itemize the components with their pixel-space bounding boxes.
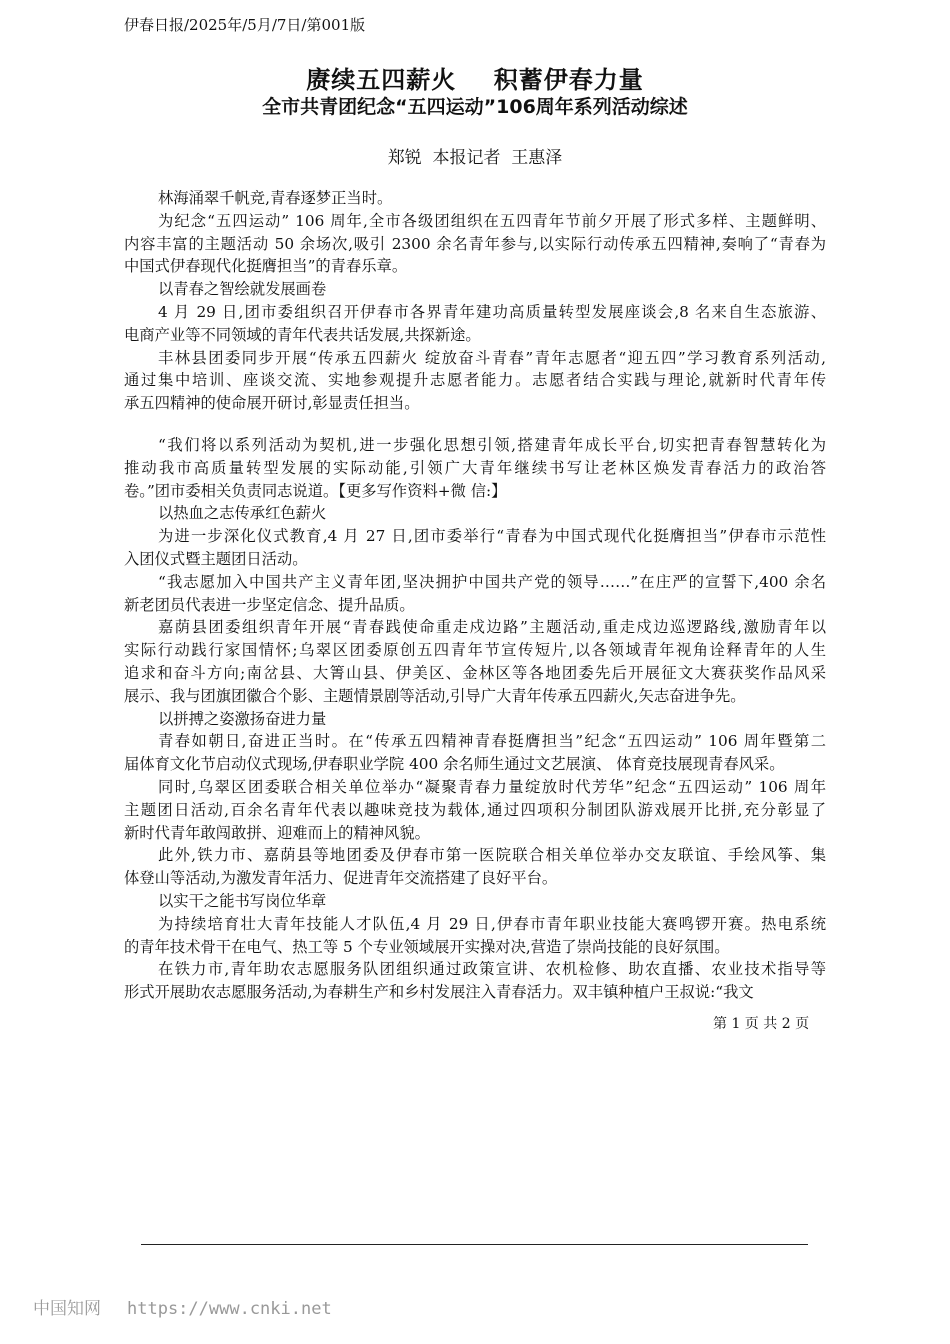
text-line: 青春如朝日,奋进正当时。在“传承五四精神青春挺膺担当”纪念“五四运动” 106 周年暨第二 bbox=[158, 732, 826, 751]
text-line: 通过集中培训、座谈交流、实地参观提升志愿者能力。志愿者结合实践与理论,就新时代青年传 bbox=[124, 371, 826, 390]
text-line: 卷。”团市委相关负责同志说道。【更多写作资料+微 信:】 bbox=[124, 481, 507, 500]
paragraph bbox=[124, 708, 826, 731]
text-line: 新时代青年敢闯敢拼、迎难而上的精神风貌。 bbox=[124, 823, 430, 842]
watermark-brand: 中国知网 bbox=[33, 1299, 101, 1319]
article-subtitle: 全市共青团纪念“五四运动”106周年系列活动综述 bbox=[262, 96, 688, 118]
text-line: 实际行动践行家国情怀;乌翠区团委原创五四青年节宣传短片,以各领域青年视角诠释青年的人生 bbox=[124, 641, 826, 660]
text-line: 以青春之智绘就发展画卷 bbox=[158, 280, 327, 299]
paragraph bbox=[124, 616, 826, 707]
text-line: 以拼搏之姿激扬奋进力量 bbox=[158, 709, 327, 728]
text-line: 4 月 29 日,团市委组织召开伊春市各界青年建功高质量转型发展座谈会,8 名来自生态旅游、 bbox=[158, 302, 826, 321]
paragraph bbox=[124, 347, 826, 415]
page-number: 第 1 页 共 2 页 bbox=[713, 1016, 810, 1032]
article-byline: 郑锐 本报记者 王惠泽 bbox=[387, 148, 563, 168]
text-line: 为进一步深化仪式教育,4 月 27 日,团市委举行“青春为中国式现代化挺膺担当”伊春市示范性 bbox=[158, 527, 826, 546]
text-line: 电商产业等不同领域的青年代表共话发展,共探新途。 bbox=[124, 325, 481, 344]
text-line: 此外,铁力市、嘉荫县等地团委及伊春市第一医院联合相关单位举办交友联谊、手绘风筝、集 bbox=[158, 846, 826, 865]
footer-divider bbox=[141, 1244, 808, 1245]
paragraph bbox=[124, 278, 826, 301]
text-line: 中国式伊春现代化挺膺担当”的青春乐章。 bbox=[124, 257, 408, 276]
text-line: 入团仪式暨主题团日活动。 bbox=[124, 549, 308, 568]
paragraph bbox=[124, 776, 826, 844]
text-line: 届体育文化节启动仪式现场,伊春职业学院 400 余名师生通过文艺展演、 体育竞技展现青春风采。 bbox=[124, 755, 785, 774]
text-line: 推动我市高质量转型发展的实际动能,引领广大青年继续书写让老林区焕发青春活力的政治答 bbox=[124, 458, 826, 477]
text-line: 丰林县团委同步开展“传承五四薪火 绽放奋斗青春”青年志愿者“迎五四”学习教育系列活动, bbox=[158, 348, 826, 367]
text-line: 的青年技术骨干在电气、热工等 5 个专业领域展开实操对决,营造了崇尚技能的良好氛围。 bbox=[124, 937, 730, 956]
text-line: 内容丰富的主题活动 50 余场次,吸引 2300 余名青年参与,以实际行动传承五四精神,奏响了“青春为 bbox=[124, 234, 826, 253]
text-line: 林海涌翠千帆竞,青春逐梦正当时。 bbox=[158, 189, 393, 207]
paragraph bbox=[124, 890, 826, 913]
text-line: “我们将以系列活动为契机,进一步强化思想引领,搭建青年成长平台,切实把青春智慧转化为 bbox=[158, 435, 826, 454]
article-title: 赓续五四薪火 积蓄伊春力量 bbox=[306, 66, 644, 94]
text-line: 体登山等活动,为激发青年活力、促进青年交流搭建了良好平台。 bbox=[124, 869, 558, 888]
paragraph bbox=[124, 434, 826, 502]
paragraph bbox=[124, 844, 826, 890]
text-line: 新老团员代表进一步坚定信念、提升品质。 bbox=[124, 595, 415, 614]
paragraph bbox=[124, 571, 826, 617]
paragraph bbox=[124, 958, 826, 1004]
text-line: 嘉荫县团委组织青年开展“青春践使命重走戍边路”主题活动,重走戍边巡逻路线,激励青年以 bbox=[158, 618, 826, 637]
text-line: 形式开展助农志愿服务活动,为春耕生产和乡村发展注入青春活力。双丰镇种植户王叔说:“我文 bbox=[124, 983, 754, 1002]
text-line: 追求和奋斗方向;南岔县、大箐山县、伊美区、金林区等各地团委先后开展征文大赛获奖作品风采 bbox=[124, 663, 826, 682]
paragraph bbox=[124, 525, 826, 571]
text-line: 以热血之志传承红色薪火 bbox=[158, 504, 327, 523]
paragraph bbox=[124, 187, 826, 210]
cnki-watermark bbox=[33, 1294, 358, 1319]
paragraph bbox=[124, 210, 826, 278]
text-line: 为纪念“五四运动” 106 周年,全市各级团组织在五四青年节前夕开展了形式多样、主题鲜明、 bbox=[158, 211, 826, 230]
paragraph-spacer bbox=[124, 415, 826, 434]
text-line: 为持续培育壮大青年技能人才队伍,4 月 29 日,伊春市青年职业技能大赛鸣锣开赛。热电系统 bbox=[158, 914, 826, 933]
text-line: 展示、我与团旗团徽合个影、主题情景剧等活动,引导广大青年传承五四薪火,矢志奋进争先。 bbox=[124, 686, 746, 705]
text-line: 以实干之能书写岗位华章 bbox=[158, 891, 327, 910]
text-line: 同时,乌翠区团委联合相关单位举办“凝聚青春力量绽放时代芳华”纪念“五四运动” 106 周年 bbox=[158, 777, 826, 796]
newspaper-source-header: 伊春日报/2025年/5月/7日/第001版 bbox=[124, 16, 366, 34]
text-line: 在铁力市,青年助农志愿服务队团组织通过政策宣讲、农机检修、助农直播、农业技术指导等 bbox=[158, 960, 826, 979]
text-line: 承五四精神的使命展开研讨,彰显责任担当。 bbox=[124, 394, 420, 413]
text-line: 主题团日活动,百余名青年代表以趣味竞技为载体,通过四项积分制团队游戏展开比拼,充分彰显了 bbox=[124, 800, 826, 819]
paragraph bbox=[124, 913, 826, 959]
paragraph bbox=[124, 301, 826, 347]
text-line: “我志愿加入中国共产主义青年团,坚决拥护中国共产党的领导……”在庄严的宣誓下,400 余名 bbox=[158, 572, 826, 591]
watermark-url: https://www.cnki.net bbox=[127, 1299, 332, 1319]
paragraph bbox=[124, 730, 826, 776]
paragraph bbox=[124, 502, 826, 525]
article-body bbox=[124, 187, 826, 1004]
